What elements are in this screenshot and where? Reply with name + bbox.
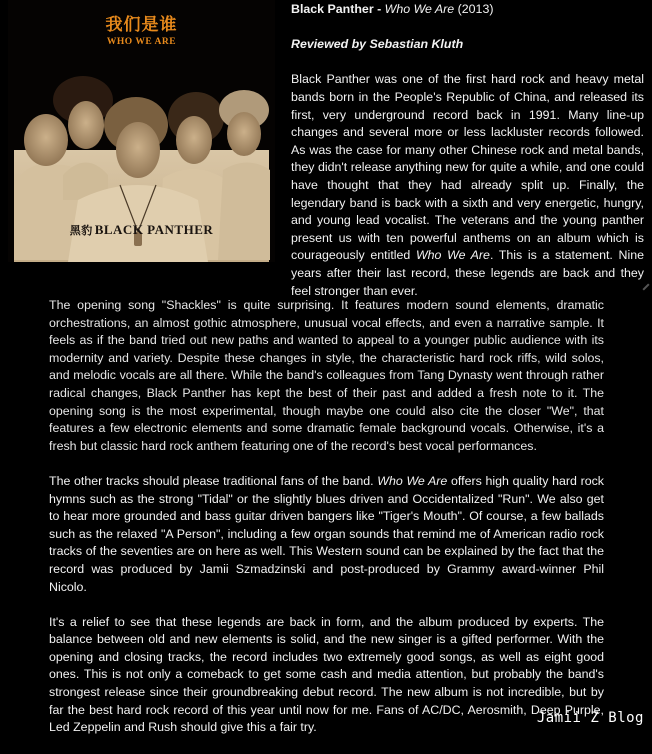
blog-watermark: Jamii Z Blog [536, 710, 644, 726]
tracks-album-name: Who We Are [377, 473, 448, 488]
intro-paragraph [291, 71, 644, 300]
reviewer-byline: Reviewed by Sebastian Kluth [291, 37, 464, 52]
album-title-chinese: 我们是谁 [105, 15, 178, 35]
review-title [291, 0, 644, 19]
album-name: Who We Are [384, 2, 455, 16]
review-body [49, 297, 604, 754]
opening-song-paragraph: The opening song "Shackles" is quite surprising. It features modern sound elements, dramatic orchestrations, an almost gothic atmosphere, unusual vocal effects, and even a narrative sample. It feels as if the band tried out new paths and wanted to appeal to a younger public audience with its modernity and variety. Despite these changes in style, the characteristic hard rock riffs, wild solos, and melodic vocals are all there. While the band's colleagues from Tang Dynasty went through rather radical changes, Black Panther has kept the best of their past and added a fresh note to it. The opening song is the most experimental, though maybe one could also cite the closer "We", that features a few electronic elements and some dramatic female background vocals. Otherwise, it's a fresh but classic hard rock anthem featuring one of the record's best vocal performances. [49, 298, 604, 453]
tracks-text-after: offers high quality hard rock hymns such as the strong "Tidal" or the slightly blues driven and Occidentalized "Run". We also get to hear more grounded and bass guitar driven bangers like "Tiger's Mouth". Of course, a few ballads such as the relaxed "A Person", including a few organ sounds that remind me of American radio rock tracks of the seventies are on here as well. This Western sound can be explained by the fact that the record was produced by Jamii Szmadzinski and post-produced by Grammy award-winner Phil Nicolo. [49, 473, 604, 594]
album-title-english: WHO WE ARE [106, 37, 177, 47]
review-header-column [291, 0, 644, 300]
band-logo [8, 222, 275, 238]
tracks-text-before: The other tracks should please traditional fans of the band. [49, 473, 378, 488]
band-logo-english: BLACK PANTHER [94, 222, 214, 237]
title-separator: - [373, 2, 385, 16]
album-cover [8, 0, 275, 262]
intro-album-name: Who We Are [415, 248, 490, 263]
conclusion-paragraph: It's a relief to see that these legends are back in form, and the album produced by experts. The balance between old and new elements is solid, and the new singer is a gifted performer. With the opening and closing tracks, the record includes two extremely good songs, as well as eight good ones. This is not only a comeback to get some cash and media attention, but probably the band's strongest release since their groundbreaking debut record. The new album is not incredible, but by far the best hard rock record of this year until now for me. Fans of AC/DC, Aerosmith, Deep Purple, Led Zeppelin and Rush should give this a fair try. [49, 614, 604, 735]
band-logo-chinese: 黑豹 [69, 224, 93, 237]
intro-text-after: . This is a statement. Nine years after their last record, these legends are back and they feel stronger than ever. [291, 248, 645, 298]
other-tracks-paragraph [49, 473, 604, 596]
band-name: Black Panther [291, 2, 374, 16]
release-year: (2013) [454, 2, 494, 16]
intro-text-before: Black Panther was one of the first hard rock and heavy metal bands born in the People's Republic of China, and released its first, very underground record back in 1991. Many line-up changes and several more or less lackluster records followed. As was the case for many other Chinese rock and metal bands, they didn't release anything new for quite a while, and one could have thought that they had already split up. Finally, the legendary band is back with a sixth and very energetic, hungry, and young lead vocalist. The veterans and the young panther present us with ten powerful anthems on an album which is courageously entitled [291, 72, 644, 263]
